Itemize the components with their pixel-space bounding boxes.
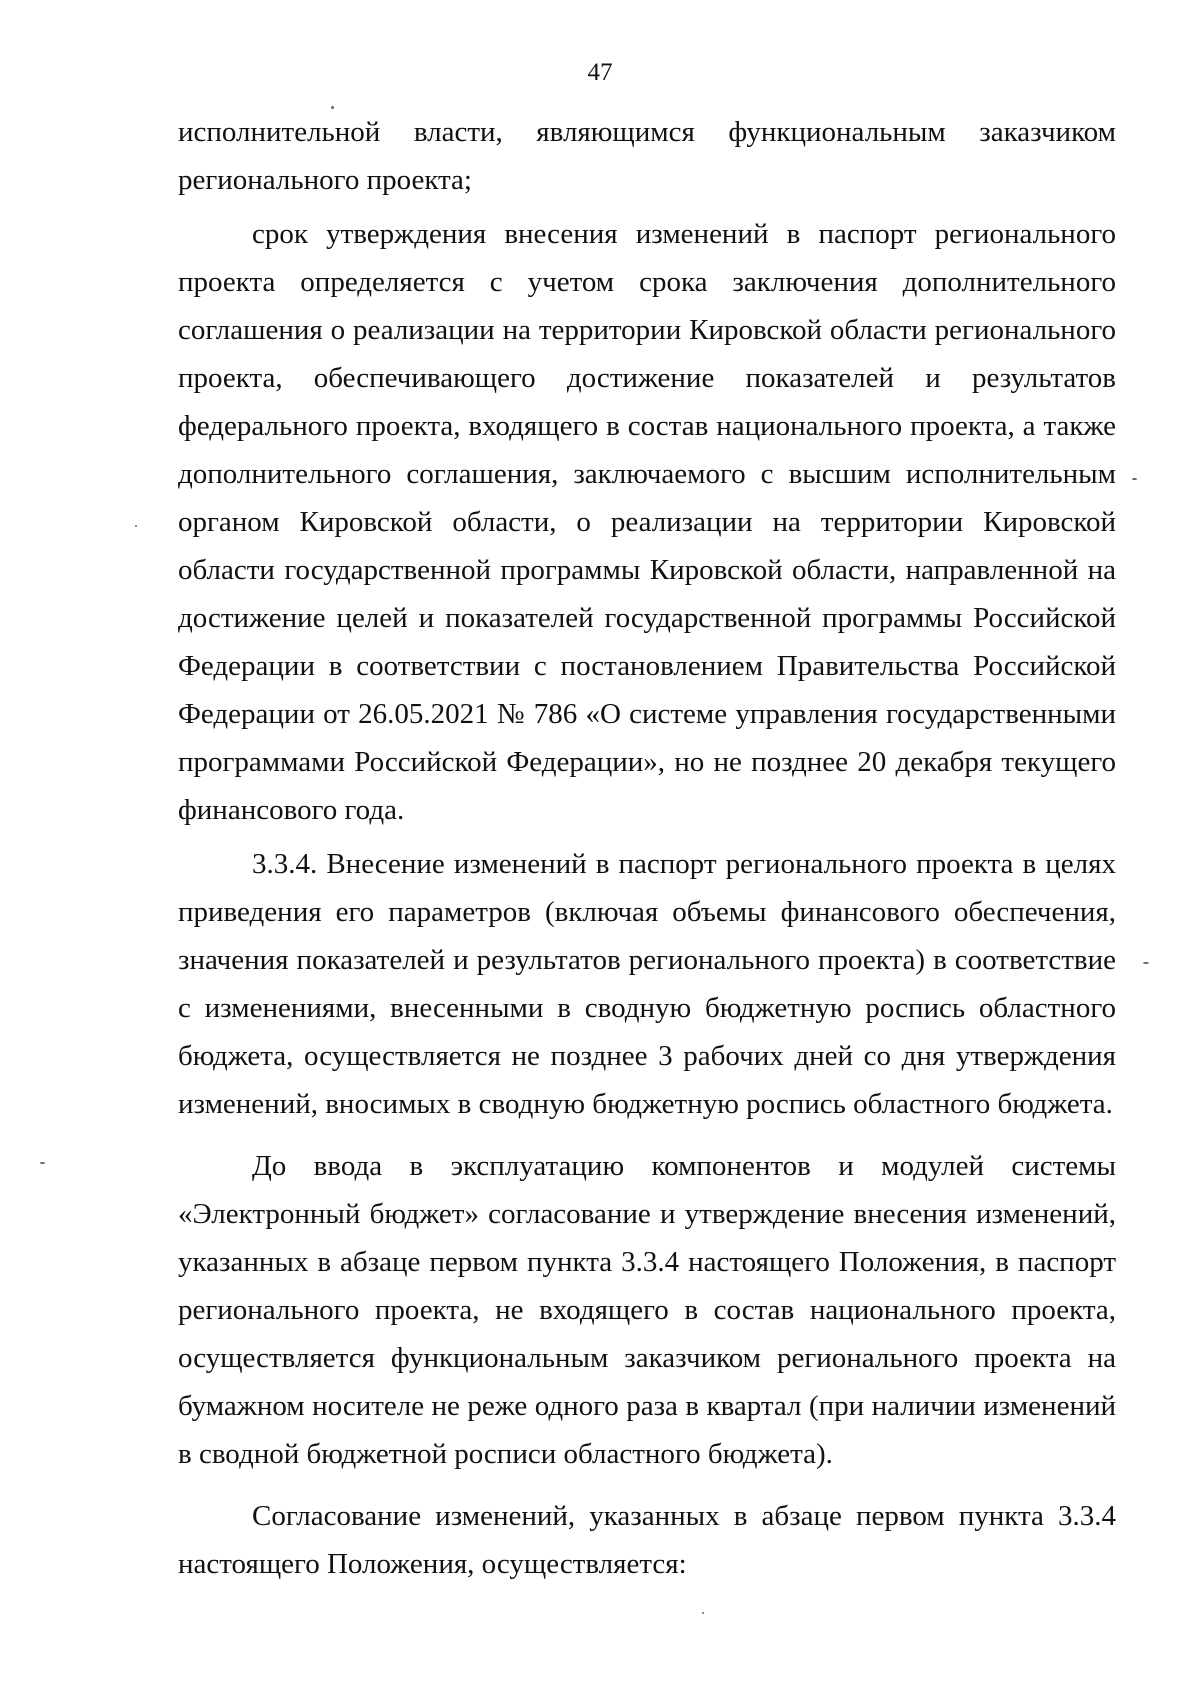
paragraph-electronic-budget: До ввода в эксплуатацию компонентов и модулей системы «Электронный бюджет» согласование и утверждение внесения изменений, указанных в абзаце первом пункта 3.3.4 настоящего Положения, в паспорт регионального проекта, не входящего в состав национального проекта, осуществляется функциональным заказчиком регионального проекта на бумажном носителе не реже одного раза в квартал (при наличии изменений в сводной бюджетной росписи областного бюджета). xyxy=(178,1150,1116,1470)
page-number: 47 xyxy=(587,59,613,86)
scan-speck xyxy=(702,1612,704,1614)
paragraph-agreement-changes: Согласование изменений, указанных в абзаце первом пункта 3.3.4 настоящего Положения, осуществляется: xyxy=(178,1500,1116,1580)
paragraph-approval-deadline: срок утверждения внесения изменений в паспорт регионального проекта определяется с учетом срока заключения дополнительного соглашения о реализации на территории Кировской области регионального проекта, обеспечивающего достижение показателей и результатов федерального проекта, входящего в состав национального проекта, а также дополнительного соглашения, заключаемого с высшим исполнительным органом Кировской области, о реализации на территории Кировской области государственной программы Кировской области, направленной на достижение целей и показателей государственной программы Российской Федерации в соответствии с постановлением Правительства Российской Федерации от 26.05.2021 № 786 «О системе управления государственными программами Российской Федерации», но не позднее 20 декабря текущего финансового года. xyxy=(178,218,1116,826)
scan-speck xyxy=(1143,962,1149,964)
document-body xyxy=(178,108,1116,1588)
scan-speck xyxy=(40,1162,45,1164)
scan-speck xyxy=(135,525,137,527)
paragraph-3-3-4: 3.3.4. Внесение изменений в паспорт регионального проекта в целях приведения его параметров (включая объемы финансового обеспечения, значения показателей и результатов регионального проекта) в соответствие с изменениями, внесенными в сводную бюджетную роспись областного бюджета, осуществляется не позднее 3 рабочих дней со дня утверждения изменений, вносимых в сводную бюджетную роспись областного бюджета. xyxy=(178,848,1116,1120)
paragraph-continuation: исполнительной власти, являющимся функциональным заказчиком регионального проекта; xyxy=(178,116,1116,196)
scan-speck xyxy=(1132,478,1137,480)
scan-speck xyxy=(331,106,334,109)
